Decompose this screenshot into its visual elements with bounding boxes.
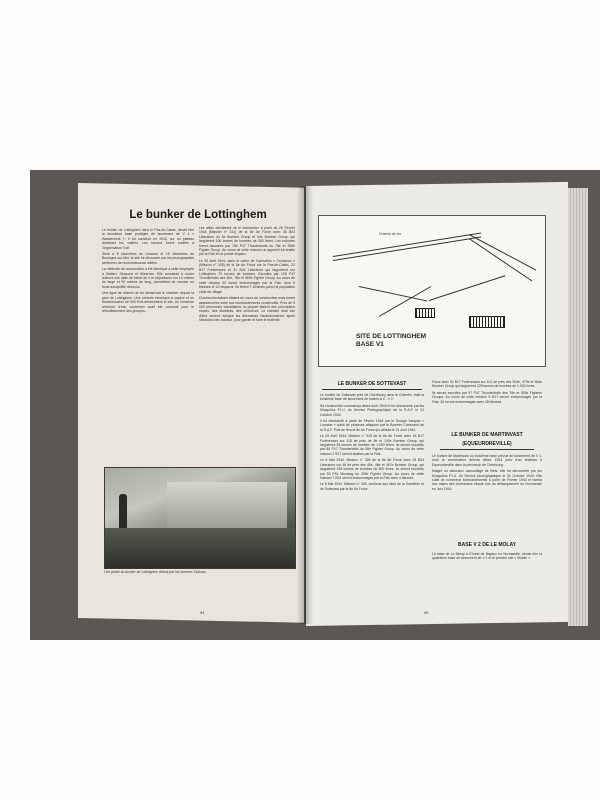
paragraph: Les alliés décidèrent de le bombarder à partir du 26 Février 1944 (Mission n° 241) de la 8e Air Force avec 36 B24 Liberators du 2e Bomber Group et 44e Bomber Group, qui larguèrent 106 tonnes de bombes de 500 livres. Les escortes furent assurées par 78e P47 Thunderbolts du 78e et 356e Fighter Group. Au cours de cette mission un appareil fut abattu par la Flak et un pointé disparu.	[199, 226, 295, 257]
rail-line	[333, 233, 481, 257]
rail-line	[469, 234, 537, 271]
section-title-le-molay: BASE V 2 DE LE MOLAY	[458, 542, 516, 548]
book-gutter	[297, 186, 313, 624]
section-title-martinvast: LE BUNKER DE MARTINVAST	[451, 432, 523, 438]
rubble-ground	[105, 528, 295, 568]
bunker-block	[415, 308, 435, 318]
divider	[440, 449, 534, 450]
paragraph: Le 26 Avril 1944, Mission n° 325 de la 8e Air Force avec 16 B17 Forteresses sur 118 de près de 8e et 100e Bomber Group, qui larguèrent 94 tonnes de bombes de 1.000 livres. Ils seront escortés par 80 P47 Thunderbolts du 56e Fighter Group. Au cours de cette mission 2 B17 seront abattus par la Flak.	[320, 434, 424, 456]
paragraph: Le 8 Mai 1944, Mission n° 345, continue aux sites de la Sorellerie et de Sottevast par la 8e Air Force.	[320, 482, 424, 491]
paragraph: Le bunker de Sottevast près de Cherbourg dans le Cotentin, était la troisième base de lancement de fusées A 4 - V 2.	[320, 393, 424, 402]
left-column-1	[102, 228, 194, 464]
right-column-2-bottom	[432, 552, 542, 592]
map-title	[356, 333, 426, 349]
launch-ramp	[469, 316, 505, 328]
right-column-1	[320, 393, 424, 607]
left-page-number: 94	[200, 610, 205, 615]
paragraph: La base de Le Molay à l'Ouest de Bayeux en Normandie, devait être la quatrième base de lancement de V 2 et le premier site « Mobile ».	[432, 552, 542, 561]
map-title-line1: SITE DE LOTTINGHEM	[356, 333, 427, 340]
paragraph: Une ligne de chemin de fer desservait le chantier, depuis la gare de Lottinghem. Une centrale électrique à vapeur et un transformateur de 300 KVA alimentaient le site. Un immense réservoir d'eau souterrain avait été construit pour le refroidissement des groupes.	[102, 291, 194, 313]
right-column-2-middle	[432, 454, 542, 538]
paragraph: D'autres fondations étaient en cours de construction mais furent abandonnées suite aux bombardements consécutifs. Près de 5 000 personnes travaillaient, la plupart étaient des prisonniers russes, des étudiants, des chômeurs. Le chantier était loin d'être achevé lorsque les Allemands l'abandonnèrent après l'abandon des travaux, pour garder et faire le matériel.	[199, 296, 295, 323]
bunker-photo	[104, 467, 296, 569]
paragraph: Le bunker de Lottinghem dans le Pas-de-Calais, devait être la deuxième base protégée de lancement de V 1 « Wasserwerk ». Il fut construit en 1943, sur un plateau dominant les vallées. Les travaux furent confiés à l'organisation Todt.	[102, 228, 194, 250]
paragraph: Malgré un astucieux camouflage de filets, elle fut découverte par les Mosquitos P.I.U. du Service photographique le 31 Octobre 1943. Elle subit de nombreux bombardements à partir de Février 1944 et tomba aux mains des Américains intacte lors du débarquement en Normandie en Juin 1944.	[432, 469, 542, 491]
paragraph: Situé à 8 kilomètres de Desvres et 15 kilomètres de Boulogne-sur-Mer, le site fut découvert par les photographies aériennes de reconnaissance alliées.	[102, 252, 194, 265]
left-page-title: Le bunker de Lottinghem	[129, 209, 267, 221]
page-edges	[568, 188, 588, 626]
rail-line	[469, 238, 533, 281]
paragraph: Le 30 Avril 1944, dans le cadre de l'opération « Crossbow » (Mission n° 335) de la 8e Air Force sur le Pas-de-Calais, 22 B17 Forteresses et 31 B24 Liberators qui larguèrent sur Lottinghem 79 tonnes de bombes. Escortés par 126 P47 Thunderbolts des 56e, 78e et 353e Fighter Group. Au cours de cette mission 82 furent endommagés par la Flak, dont 6 blessés et 10 disparus. Ils ferent 7 victimes parmi la population civile du village.	[199, 258, 295, 294]
paragraph: La méthode de construction a été identique à celle employée à Watten, Siracourt et Wizernes. Elle consistait à couler d'abord une dalle de béton de 4 m d'épaisseur sur 10 mètres de large et 90 mètres de long, permettant de creuser en toute tranquillité dessous.	[102, 267, 194, 289]
rail-line	[333, 237, 481, 261]
right-page-number: 95	[424, 610, 429, 615]
section-subtitle-martinvast: (EQUEURDREVILLE)	[462, 441, 512, 447]
paragraph: Le 6 Mai 1944, Mission n° 328 de la 8e Air Force avec 33 B24 Liberators sur 46 de près des 45e, 46e et 467e Bomber Group, qui larguèrent 155 tonnes de bombes de 500 livres. Ils seront escortés par 52 P51 Mustang du 339e Fighter Group. Au cours de cette mission 7 B24 seront endommagés par la Flak avec 4 blessés.	[320, 458, 424, 480]
divider	[322, 389, 422, 390]
person-figure	[119, 494, 127, 528]
map-title-line2: BASE V1	[356, 341, 384, 348]
road-line	[429, 275, 505, 301]
left-column-2	[199, 226, 295, 462]
paragraph: Le bunker de Martinvast ou troisième base prévue de lancement de V 1, dont la construction débuta début 1943 près d'un château à Equeurdreville dans la péninsule de Cherbourg.	[432, 454, 542, 467]
section-title-sottevast: LE BUNKER DE SOTTEVAST	[337, 381, 407, 387]
paragraph: Il fut bombardé à partir de Février 1944 par le Groupe français « Lorraine » suivit de plusieurs attaques par le Bomber Command de la R.A.F. Puis se fera la 8e Air Force qui débuta le 21 Avril 1944.	[320, 419, 424, 432]
photo-caption: Une partie du bunker de Lottinghem détruit par les bombes Tallboys	[104, 570, 206, 574]
paragraph: Ils seront escortés par 97 P47 Thunderbolts des 78e et 353e Fighters Groups. Au cours de cette mission 5 B17 seront endommagés par la Flak, 36 seront endommagés avec 28 blessés.	[432, 390, 542, 404]
paragraph: Sa construction commença début Août 1943 et fut découverte par les Mosquitos P.I.U. du Service Photographique de la R.A.F. le 31 Octobre 1943.	[320, 403, 424, 417]
right-column-2-top	[432, 380, 542, 428]
bunker-wall	[167, 482, 287, 528]
paragraph: Force avec 92 B17 Forteresses sur 101 de près des 303e, 379e et 384e Bomber Group qui larguèrent 228 tonnes de bombes de 1.000 livres.	[432, 380, 542, 389]
site-map	[318, 215, 546, 367]
map-label: Chemin de fer	[379, 232, 401, 236]
